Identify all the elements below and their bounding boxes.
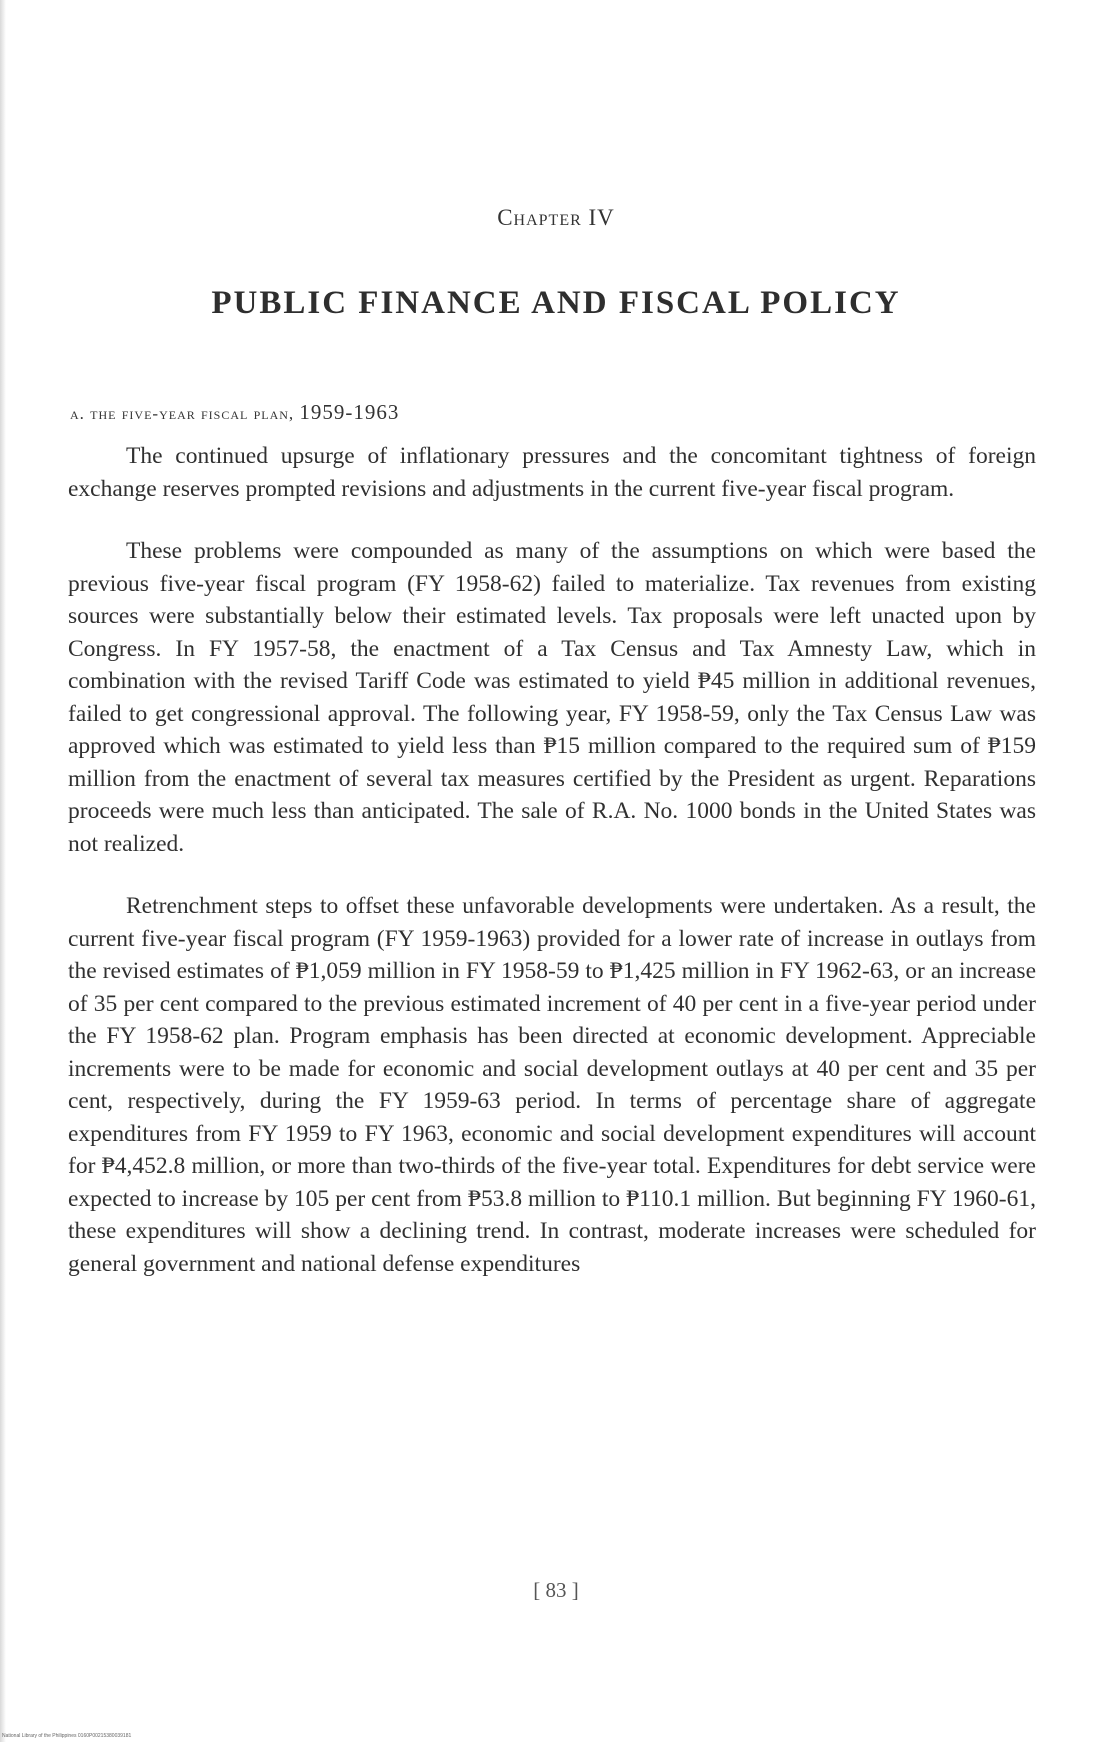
chapter-label: Chapter IV [497,205,615,230]
section-heading-label: a. the five-year fiscal plan, [70,404,295,423]
page-left-edge [0,0,6,1742]
library-footer-note: National Library of the Philippines 0160P00215380039181 [2,1733,132,1739]
section-heading-years: 1959-1963 [299,400,400,424]
page-number: [ 83 ] [533,1578,579,1602]
chapter-title: PUBLIC FINANCE AND FISCAL POLICY [211,285,901,321]
section-heading [70,400,399,425]
paragraph-1: The continued upsurge of inflationary pressures and the concomitant tightness of foreign exchange reserves prompted revisions and adjustments in the current five-year fiscal program. [68,443,1036,502]
paragraph-2: These problems were compounded as many of the assumptions on which were based the previous five-year fiscal program (FY 1958-62) failed to materialize. Tax revenues from existing sources were substantially below their estimated levels. Tax proposals were left unacted upon by Congress. In FY 1957-58, the enactment of a Tax Census and Tax Amnesty Law, which in combination with the revised Tariff Code was estimated to yield ₱45 million in additional revenues, failed to get congressional approval. The following year, FY 1958-59, only the Tax Census Law was approved which was estimated to yield less than ₱15 million compared to the required sum of ₱159 million from the enactment of several tax measures certified by the President as urgent. Reparations proceeds were much less than anticipated. The sale of R.A. No. 1000 bonds in the United States was not realized. [68,538,1036,857]
body-text [68,440,1036,1310]
paragraph-3: Retrenchment steps to offset these unfavorable developments were undertaken. As a result, the current five-year fiscal program (FY 1959-1963) provided for a lower rate of increase in outlays from the revised estimates of ₱1,059 million in FY 1958-59 to ₱1,425 million in FY 1962-63, or an increase of 35 per cent compared to the previous estimated increment of 40 per cent in a five-year period under the FY 1958-62 plan. Program emphasis has been directed at economic development. Appreciable increments were to be made for economic and social development outlays at 40 per cent and 35 per cent, respectively, during the FY 1959-63 period. In terms of percentage share of aggregate expenditures from FY 1959 to FY 1963, economic and social development expenditures will account for ₱4,452.8 million, or more than two-thirds of the five-year total. Expenditures for debt service were expected to increase by 105 per cent from ₱53.8 million to ₱110.1 million. But beginning FY 1960-61, these expenditures will show a declining trend. In contrast, moderate increases were scheduled for general government and national defense expenditures [68,893,1036,1277]
